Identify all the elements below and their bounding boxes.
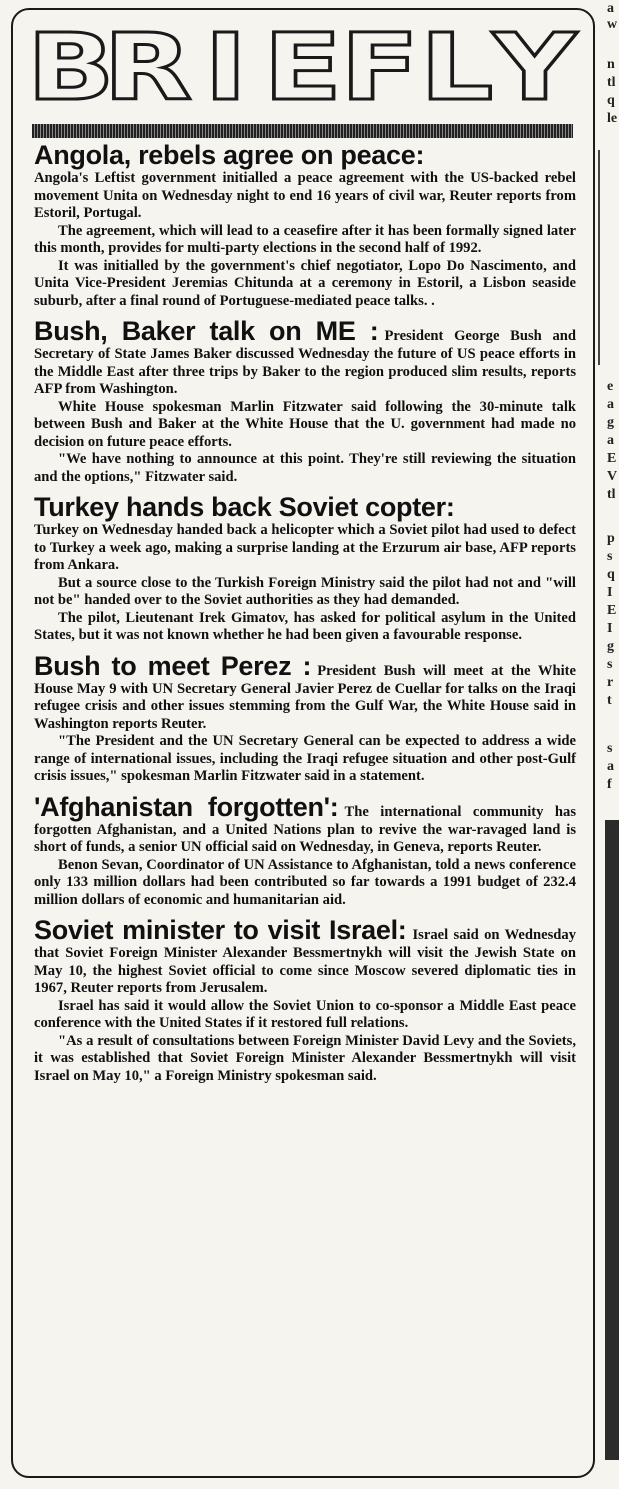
story-headline: Bush, Baker talk on ME : [34, 316, 379, 346]
story-paragraph: But a source close to the Turkish Foreign Ministry said the pilot had not and "will not be" handed over to the Soviet authorities as they had demanded. [34, 574, 576, 608]
adjacent-column-fragment: I [607, 621, 613, 636]
adjacent-column-fragments [603, 0, 619, 1489]
story-paragraph: Israel has said it would allow the Soviet Union to co-sponsor a Middle East peace conference with the United States if it restored full relations. [34, 997, 576, 1031]
adjacent-column-fragment: t [607, 693, 612, 708]
story-headline: Angola, rebels agree on peace: [34, 140, 425, 170]
story-lead-paragraph [34, 651, 576, 734]
adjacent-column-fragment: g [607, 415, 614, 430]
adjacent-column-fragment: r [607, 675, 614, 690]
adjacent-column-fragment: f [607, 777, 612, 792]
story-lead: President George Bush and Secretary of State James Baker discussed Wednesday the future of US peace efforts in the Middle East after three trips by Baker to the region produced slim results, reports AFP from Washington. [34, 328, 576, 397]
news-column [34, 140, 576, 1091]
story-lead-paragraph [34, 915, 576, 998]
news-story [34, 492, 576, 645]
adjacent-column-fragment: s [607, 549, 613, 564]
adjacent-column-fragment: E [607, 603, 617, 618]
adjacent-column-fragment: tl [607, 75, 616, 90]
adjacent-column-fragment: a [607, 433, 614, 448]
adjacent-column-fragment: g [607, 639, 614, 654]
masthead-letter: L [420, 14, 494, 121]
adjacent-column-fragment: w [607, 17, 618, 32]
story-lead: President Bush will meet at the White House May 9 with UN Secretary General Javier Perez de Cuellar for talks on the Iraqi refugee crisis and other issues stemming from the Gulf War, the White House said in Washington reports Reuter. [34, 662, 577, 732]
adjacent-column-fragment: q [607, 93, 615, 108]
story-lead: Turkey on Wednesday handed back a helicopter which a Soviet pilot had used to defect to Turkey a week ago, making a surprise landing at the Erzurum air base, AFP reports from Ankara. [34, 522, 576, 573]
masthead-letter: I [203, 14, 247, 121]
story-paragraph: "The President and the UN Secretary General can be expected to address a wide range of international issues, including the Iraqi refugee situation and other post-Gulf crisis issues," spokesman Marlin Fitzwater said in a statement. [34, 733, 576, 784]
news-story [34, 316, 576, 486]
masthead-letter: F [340, 14, 420, 121]
masthead-letter: R [103, 14, 193, 121]
story-headline: Soviet minister to visit Israel: [34, 915, 407, 945]
news-story [34, 140, 576, 310]
adjacent-column-fragment: tl [607, 487, 616, 502]
adjacent-column-fragment: a [607, 1, 614, 16]
story-headline: 'Afghanistan forgotten': [34, 791, 339, 822]
story-paragraph: Benon Sevan, Coordinator of UN Assistance to Afghanistan, told a news conference only 133 million dollars had been contributed so far towards a 1991 budget of 232.4 million dollars of economic and humanitarian aid. [34, 856, 576, 908]
story-headline: Bush to meet Perez : [34, 650, 312, 681]
adjacent-column-fragment: e [607, 379, 614, 394]
story-paragraph: The agreement, which will lead to a ceasefire after it has been formally signed later this month, provides for multi-party elections in the second half of 1992. [34, 222, 576, 256]
news-story [34, 792, 576, 910]
story-paragraph: "We have nothing to announce at this point. They're still reviewing the situation and the options," Fitzwater said. [34, 451, 576, 485]
masthead-letter: E [263, 14, 342, 121]
story-lead: Angola's Leftist government initialled a peace agreement with the US-backed rebel movement Unita on Wednesday night to end 16 years of civil war, Reuter reports from Estoril, Portugal. [34, 170, 576, 221]
story-lead: Israel said on Wednesday that Soviet Foreign Minister Alexander Bessmertnykh will visit the Jewish State on May 10, the highest Soviet official to come since Moscow severed diplomatic ties in 1967, Reuter reports from Jerusalem. [34, 927, 576, 996]
masthead-letter: Y [492, 14, 576, 121]
briefly-masthead [26, 14, 576, 121]
masthead-letter: B [26, 14, 115, 121]
adjacent-column-fragment: E [607, 451, 617, 466]
adjacent-column-fragment: I [607, 585, 613, 600]
story-paragraph: White House spokesman Marlin Fitzwater said following the 30-minute talk between Bush and Baker at the White House that the U. government had made no decision on future peace efforts. [34, 398, 576, 450]
story-headline: Turkey hands back Soviet copter: [34, 492, 455, 522]
masthead-rule [32, 124, 573, 138]
adjacent-column-fragment: n [607, 57, 615, 72]
adjacent-column-fragment: s [607, 657, 613, 672]
news-story [34, 651, 576, 786]
adjacent-column-fragment: s [607, 741, 613, 756]
story-lead-paragraph [34, 792, 576, 857]
story-paragraph: "As a result of consultations between Foreign Minister David Levy and the Soviets, it was established that Soviet Foreign Minister Alexander Bessmertnykh will visit Israel on May 10," a Foreign Ministry spokesman said. [34, 1032, 576, 1084]
adjacent-column-fragment: p [607, 531, 615, 546]
story-paragraph: The pilot, Lieutenant Irek Gimatov, has asked for political asylum in the United States, but it was not known whether he had been given a favourable response. [34, 609, 576, 643]
adjacent-column-fragment: a [607, 397, 614, 412]
news-story [34, 915, 576, 1085]
story-lead-paragraph [34, 316, 576, 399]
adjacent-column-fragment: V [607, 469, 618, 484]
adjacent-column-fragment: le [607, 111, 618, 126]
adjacent-column-rule [598, 150, 600, 365]
adjacent-column-fragment: a [607, 759, 614, 774]
story-paragraph: It was initialled by the government's chief negotiator, Lopo Do Nascimento, and Unita Vice-President Jeremias Chitunda at a ceremony in Estoril, a Lisbon seaside suburb, after a final round of Portuguese-mediated peace talks. . [34, 257, 576, 309]
story-lead: The international community has forgotten Afghanistan, and a United Nations plan to revive the war-ravaged land is short of funds, a senior UN official said on Wednesday, in Geneva, reports Reuter. [34, 803, 576, 855]
adjacent-column-fragment: q [607, 567, 615, 582]
